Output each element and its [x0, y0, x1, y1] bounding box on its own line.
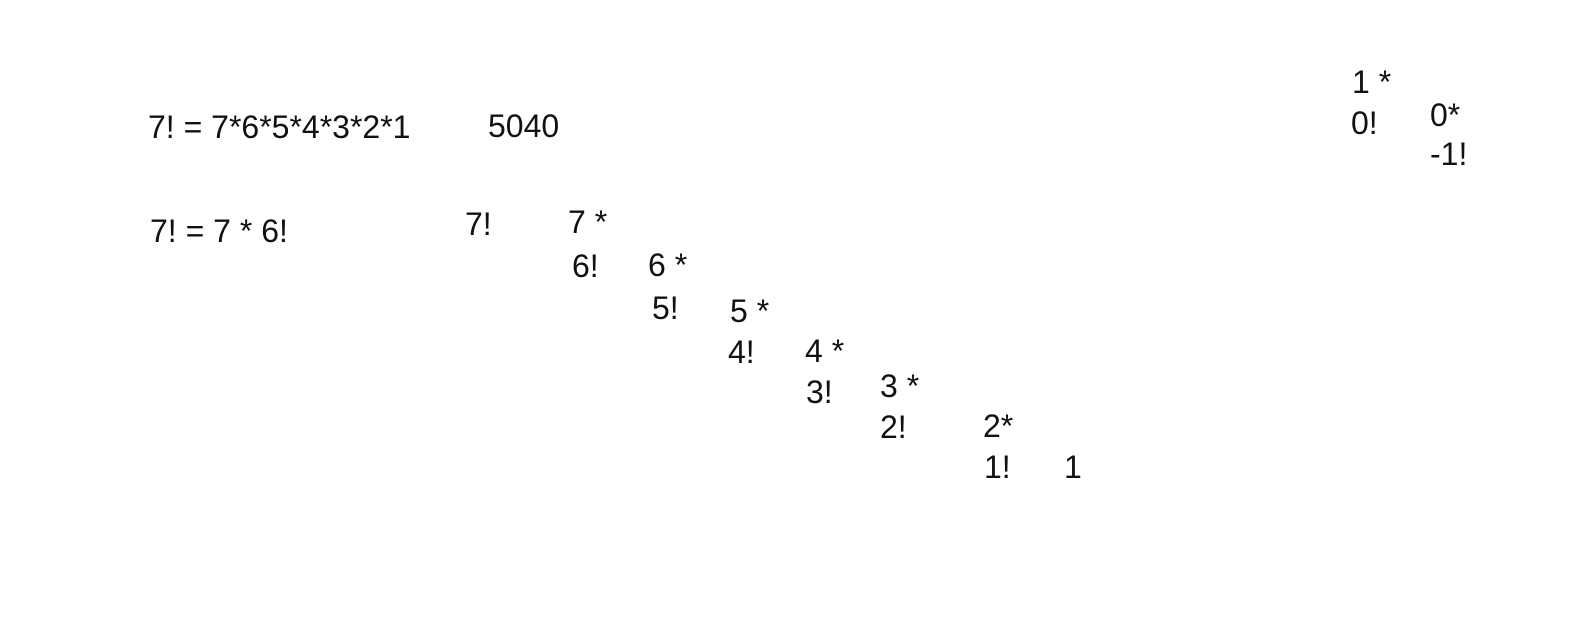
step-multiplier-4: 4 * [805, 333, 845, 369]
overflow-factorial-neg1: -1! [1430, 136, 1468, 172]
step-multiplier-6: 6 * [648, 247, 688, 283]
expansion-start: 7! [465, 206, 492, 242]
result-value: 5040 [488, 108, 560, 144]
expanded-formula: 7! = 7*6*5*4*3*2*1 [148, 109, 411, 145]
step-factorial-2: 2! [880, 409, 907, 445]
step-factorial-6: 6! [572, 248, 599, 284]
step-multiplier-5: 5 * [730, 293, 770, 329]
base-value: 1 [1064, 449, 1082, 485]
step-multiplier-7: 7 * [568, 204, 608, 240]
step-multiplier-2: 2* [983, 408, 1014, 444]
step-factorial-1: 1! [984, 449, 1011, 485]
recursive-formula: 7! = 7 * 6! [150, 213, 288, 249]
step-factorial-3: 3! [806, 374, 833, 410]
overflow-multiplier-0: 0* [1430, 97, 1461, 133]
overflow-multiplier-1: 1 * [1352, 64, 1392, 100]
step-multiplier-3: 3 * [880, 368, 920, 404]
step-factorial-5: 5! [652, 290, 679, 326]
step-factorial-4: 4! [728, 334, 755, 370]
overflow-factorial-0: 0! [1351, 105, 1378, 141]
